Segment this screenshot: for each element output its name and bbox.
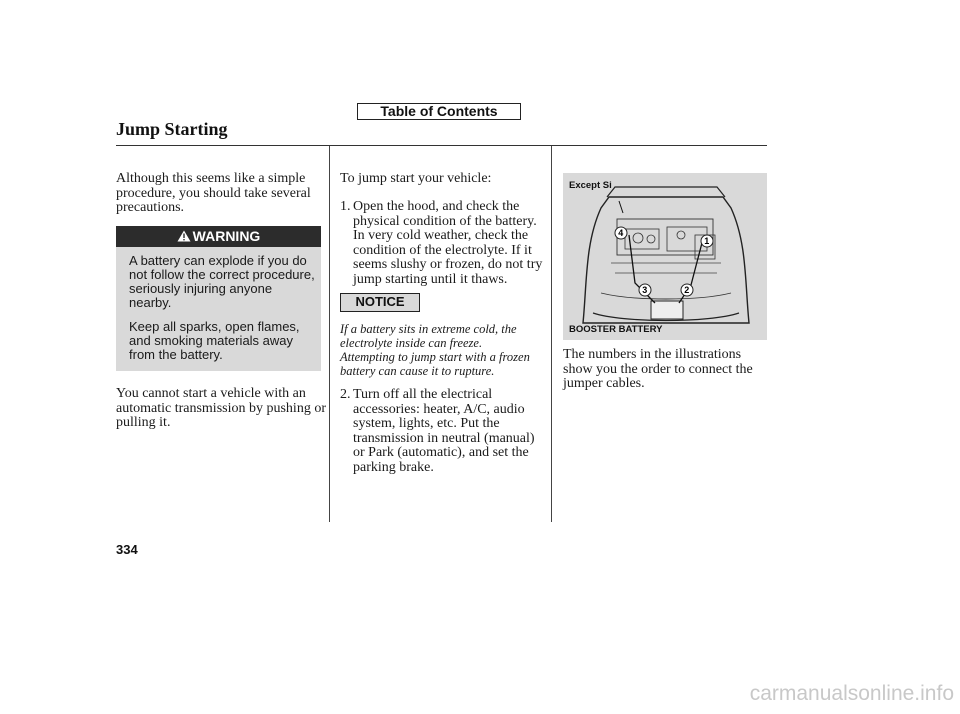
step-1-text: Open the hood, and check the physical condition of the battery. In very cold weather, check the condition of the electrolyte. If it seems slushy or frozen, do not try jump starting until it thaws. — [353, 199, 543, 287]
callout-4: 4 — [618, 228, 624, 239]
callout-2: 2 — [684, 285, 690, 296]
notice-badge: NOTICE — [340, 293, 420, 312]
warning-label: WARNING — [192, 228, 261, 244]
section-title: Jump Starting — [116, 119, 228, 139]
header-rule — [116, 145, 767, 146]
column-divider-right — [551, 146, 552, 522]
column-divider-left — [329, 146, 330, 522]
notice-text: If a battery sits in extreme cold, the electrolyte inside can freeze. Attempting to jump start with a frozen battery can cause it to rupture. — [340, 322, 530, 378]
pushing-note: You cannot start a vehicle with an automatic transmission by pushing or pulling it. — [116, 386, 326, 430]
illustration-caption-bottom: BOOSTER BATTERY — [569, 324, 663, 335]
warning-text-1: A battery can explode if you do not follow the correct procedure, seriously injuring anyone nearby. — [129, 253, 315, 310]
warning-box — [116, 226, 321, 371]
illustration-caption-top: Except Si — [569, 180, 612, 191]
steps-lead: To jump start your vehicle: — [340, 171, 492, 186]
warning-header — [116, 226, 321, 247]
engine-bay-drawing — [563, 173, 767, 340]
engine-bay-illustration — [563, 173, 767, 340]
warning-text-2: Keep all sparks, open flames, and smoking materials away from the battery. — [129, 319, 300, 362]
callout-3: 3 — [642, 285, 648, 296]
table-of-contents-button[interactable]: Table of Contents — [357, 103, 521, 120]
intro-paragraph: Although this seems like a simple procedure, you should take several precautions. — [116, 171, 311, 215]
order-note: The numbers in the illustrations show you the order to connect the jumper cables. — [563, 347, 753, 391]
warning-triangle-icon — [177, 227, 191, 248]
page-number: 334 — [116, 542, 138, 557]
step-2-number: 2. — [340, 387, 351, 402]
step-2-text: Turn off all the electrical accessories: heater, A/C, audio system, lights, etc. Put the transmission in neutral (manual) or Park (automatic), and set the parking brake. — [353, 387, 535, 475]
step-1-number: 1. — [340, 199, 351, 214]
step-1 — [340, 200, 545, 287]
callout-1: 1 — [704, 236, 710, 247]
step-2 — [340, 388, 545, 475]
watermark: carmanualsonline.info — [749, 682, 954, 705]
